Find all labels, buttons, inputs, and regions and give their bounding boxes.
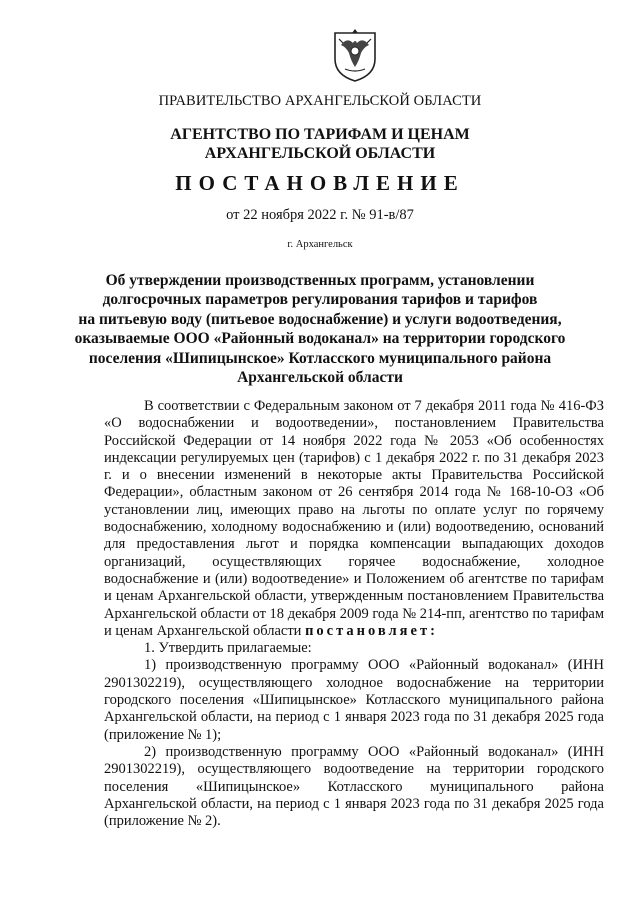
document-date-number: от 22 ноября 2022 г. № 91-в/87: [226, 207, 414, 223]
list-item-2: 2) производственную программу ООО «Районный водоканал» (ИНН 2901302219), осуществляющего водоотведение на территории городского поселения «Шипицынское» Котласского муниципального района Архангельской области, на период с 1 января 2023 года по 31 декабря 2025 года (приложение № 2).: [104, 743, 604, 830]
document-city: г. Архангельск: [287, 239, 353, 250]
agency-name-line1: АГЕНТСТВО ПО ТАРИФАМ И ЦЕНАМ: [170, 126, 470, 143]
preamble-text: В соответствии с Федеральным законом от 7 декабря 2011 года № 416-ФЗ «О водоснабжении и водоотведении», постановлением Правительства Российской Федерации от 14 ноября 2022 года № 2053 «Об особенностях индексации регулируемых цен (тарифов) с 1 декабря 2022 г. по 31 декабря 2023 г. и о внесении изменений в некоторые акты Правительства Российской Федерации», областным законом от 26 сентября 2014 года № 168-10-ОЗ «Об установлении лиц, имеющих право на льготы по оплате услуг по горячему водоснабжению, холодному водоснабжению и (или) водоотведению, оснований для предоставления льгот и порядка компенсации выпадающих доходов организаций, осуществляющих горячее водоснабжение, холодное водоснабжение и (или) водоотведение» и Положением об агентстве по тарифам и ценам Архангельской области, утвержденным постановлением Правительства Архангельской области от 18 декабря 2009 года № 214-пп, агентство по тарифам и ценам Архангельской области: [104, 398, 604, 639]
point-1: 1. Утвердить прилагаемые:: [144, 640, 312, 657]
decree-word: постановляет:: [305, 622, 438, 639]
subject-line: долгосрочных параметров регулирования тарифов и тарифов: [102, 291, 538, 309]
list-item-1: 1) производственную программу ООО «Районный водоканал» (ИНН 2901302219), осуществляющего холодное водоснабжение на территории городского поселения «Шипицынское» Котласского муниципального района Архангельской области, на период с 1 января 2023 года по 31 декабря 2025 года (приложение № 1);: [104, 657, 604, 743]
document-type-title: ПОСТАНОВЛЕНИЕ: [175, 171, 465, 195]
document-body: [104, 398, 604, 830]
subject-line: Архангельской области: [237, 369, 403, 387]
coat-of-arms-icon: [331, 27, 379, 83]
subject-line: оказываемые ООО «Районный водоканал» на территории городского: [74, 330, 566, 348]
subject-line: на питьевую воду (питьевое водоснабжение) и услуги водоотведения,: [78, 310, 562, 328]
agency-name-line2: АРХАНГЕЛЬСКОЙ ОБЛАСТИ: [204, 145, 436, 162]
preamble-paragraph: [104, 398, 604, 640]
agency-name: [0, 125, 640, 163]
document-subject: [0, 271, 640, 387]
government-name: ПРАВИТЕЛЬСТВО АРХАНГЕЛЬСКОЙ ОБЛАСТИ: [158, 93, 482, 109]
subject-line: поселения «Шипицынское» Котласского муниципального района: [88, 349, 552, 367]
subject-line: Об утверждении производственных программ, установлении: [105, 272, 535, 289]
